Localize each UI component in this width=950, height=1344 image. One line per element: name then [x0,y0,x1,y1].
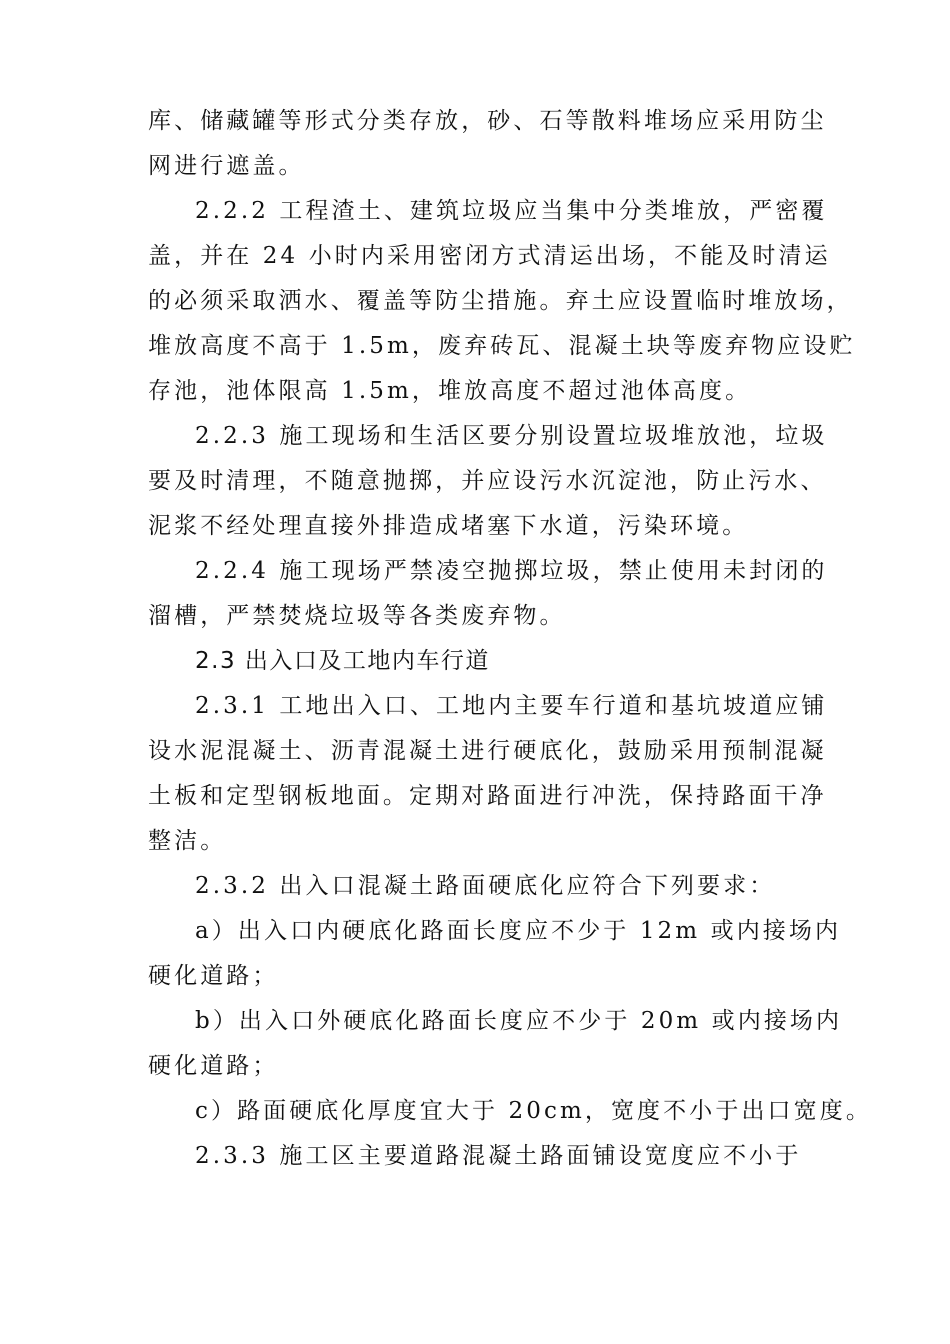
text-line: 设水泥混凝土、沥青混凝土进行硬底化，鼓励采用预制混凝 [148,738,827,764]
list-item-c: c）路面硬底化厚度宜大于 20cm，宽度不小于出口宽度。 [195,1098,872,1124]
section-heading-2-3: 2.3 出入口及工地内车行道 [195,648,490,674]
text-line: 存池，池体限高 1.5m，堆放高度不超过池体高度。 [148,378,752,404]
text-line: 库、储藏罐等形式分类存放，砂、石等散料堆场应采用防尘 [148,108,827,134]
text-line: 泥浆不经处理直接外排造成堵塞下水道，污染环境。 [148,513,749,539]
text-line: 硬化道路； [148,1053,279,1079]
clause-2-3-3: 2.3.3 施工区主要道路混凝土路面铺设宽度应不小于 [195,1143,802,1169]
text-line: 要及时清理，不随意抛掷，并应设污水沉淀池，防止污水、 [148,468,827,494]
clause-2-3-1: 2.3.1 工地出入口、工地内主要车行道和基坑坡道应铺 [195,693,828,719]
list-item-b: b）出入口外硬底化路面长度应不少于 20m 或内接场内 [195,1008,843,1034]
clause-2-2-2: 2.2.2 工程渣土、建筑垃圾应当集中分类堆放，严密覆 [195,198,828,224]
text-line: 整洁。 [148,828,227,854]
text-line: 硬化道路； [148,963,279,989]
clause-2-2-3: 2.2.3 施工现场和生活区要分别设置垃圾堆放池，垃圾 [195,423,828,449]
list-item-a: a）出入口内硬底化路面长度应不少于 12m 或内接场内 [195,918,842,944]
text-line: 网进行遮盖。 [148,153,305,179]
text-line: 堆放高度不高于 1.5m，废弃砖瓦、混凝土块等废弃物应设贮 [148,333,856,359]
clause-2-3-2: 2.3.2 出入口混凝土路面硬底化应符合下列要求： [195,873,776,899]
text-line: 土板和定型钢板地面。定期对路面进行冲洗，保持路面干净 [148,783,827,809]
text-line: 溜槽，严禁焚烧垃圾等各类废弃物。 [148,603,566,629]
text-line: 盖，并在 24 小时内采用密闭方式清运出场，不能及时清运 [148,243,831,269]
text-line: 的必须采取洒水、覆盖等防尘措施。弃土应设置临时堆放场， [148,288,853,314]
clause-2-2-4: 2.2.4 施工现场严禁凌空抛掷垃圾，禁止使用未封闭的 [195,558,828,584]
